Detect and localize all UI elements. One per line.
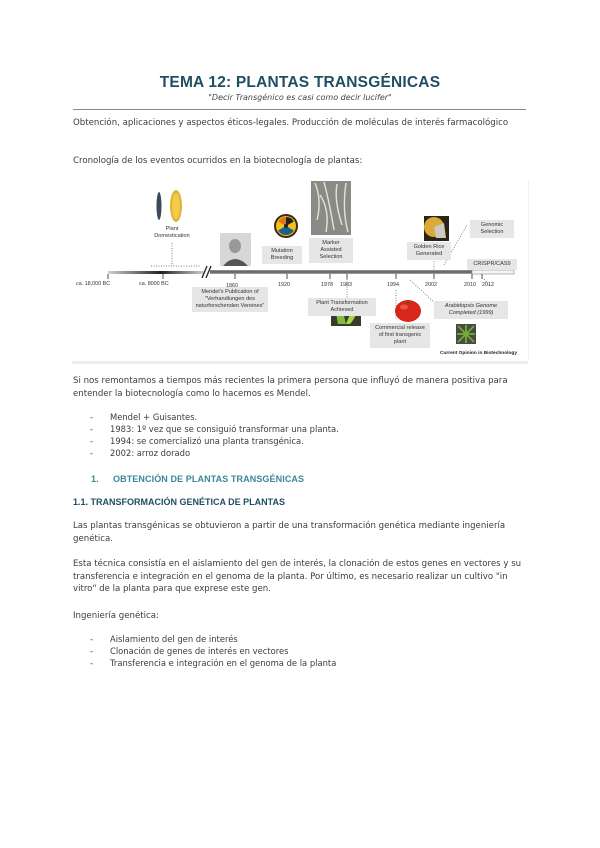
golden-rice-image	[424, 216, 449, 241]
page-title: TEMA 12: PLANTAS TRANSGÉNICAS	[159, 74, 441, 91]
event-mutation-breeding: Mutation Breeding	[262, 246, 302, 264]
maize-cobs-image	[157, 190, 183, 222]
mendel-paragraph: Si nos remontamos a tiempos más recientes la primera persona que influyó de manera positiva para entender la biotecnología como lo hacemos es Mendel.	[73, 376, 508, 399]
title-divider	[73, 109, 526, 110]
event-mendel-publication: Mendel's Publication of "Verhandlungen des naturforschenden Vereines"	[192, 287, 268, 312]
tick-label: 1860	[226, 283, 238, 289]
list-item: - 1983: 1º vez que se consiguió transformar una planta.	[90, 424, 339, 434]
tick-label: 2012	[482, 282, 494, 288]
tick-label: 2002	[425, 282, 437, 288]
mendel-portrait-image	[220, 233, 251, 266]
list-item: - Mendel + Guisantes.	[90, 412, 198, 422]
section-title: OBTENCIÓN DE PLANTAS TRANSGÉNICAS	[113, 474, 305, 484]
timeline-graphics	[72, 180, 528, 360]
list-item: - Clonación de genes de interés en vectores	[90, 646, 289, 656]
tick-label: 1920	[278, 282, 290, 288]
event-plant-transformation: Plant Transformation Achieved	[308, 298, 376, 316]
figure-bottom-border	[72, 361, 528, 364]
timeline-axis-modern	[210, 270, 472, 274]
event-marker-assisted-selection: Marker Assisted Selection	[309, 238, 353, 263]
event-genomic-selection: Genomic Selection	[470, 220, 514, 238]
event-plant-domestication: Plant Domestication	[154, 226, 190, 239]
event-crispr-cas9: CRISPR/CAS9	[467, 259, 517, 270]
arabidopsis-image	[456, 324, 476, 344]
event-golden-rice: Golden Rice Generated	[407, 242, 451, 260]
tomato-image	[395, 300, 421, 322]
genetic-engineering-label: Ingeniería genética:	[73, 611, 159, 621]
tick-label: 1994	[387, 282, 399, 288]
event-arabidopsis-genome: Arabidopsis Genome Completed (1999)	[434, 301, 508, 319]
list-item: - 2002: arroz dorado	[90, 448, 191, 458]
tick-label: ca. 18,000 BC	[76, 281, 111, 287]
milestones-list	[90, 411, 339, 459]
timeline-caption: Cronología de los eventos ocurridos en la biotecnología de plantas:	[73, 156, 363, 166]
section-1-heading	[91, 474, 304, 484]
timeline-axis-recent	[472, 270, 514, 274]
transgenic-paragraph: Las plantas transgénicas se obtuvieron a partir de una transformación genética mediante ingeniería genética.	[73, 521, 506, 544]
tick-label: 2010	[464, 282, 476, 288]
event-commercial-release: Commercial release of first transgenic plant	[370, 323, 430, 348]
radiation-symbol-image	[274, 214, 298, 238]
list-item: - Transferencia e integración en el genoma de la planta	[90, 658, 337, 668]
biotech-timeline-figure	[72, 180, 529, 360]
tick-label: ca. 8000 BC	[139, 281, 169, 287]
section-1-1-heading: 1.1. TRANSFORMACIÓN GENÉTICA DE PLANTAS	[73, 497, 286, 507]
roots-image	[311, 181, 351, 235]
figure-credit: Current Opinion in Biotechnology	[440, 351, 518, 356]
topic-summary: Obtención, aplicaciones y aspectos éticos-legales. Producción de moléculas de interés farmacológico	[73, 118, 509, 128]
tick-label: 1983	[340, 282, 352, 288]
timeline-axis-prehistoric	[108, 271, 204, 274]
axis-ticks	[108, 274, 482, 279]
tick-label: 1978	[321, 282, 333, 288]
page-subtitle-quote: "Decir Transgénico es casi como decir lucifer"	[208, 93, 392, 102]
list-item: - Aislamiento del gen de interés	[90, 634, 238, 644]
section-number: 1.	[91, 474, 99, 484]
technique-paragraph: Esta técnica consistía en el aislamiento del gen de interés, la clonación de estos genes en vectores y su transferencia e integración en el genoma de la planta. Por último, es necesario realizar un cultivo "in vitro" de la planta para que exprese este gen.	[73, 559, 522, 594]
list-item: - 1994: se comercializó una planta transgénica.	[90, 436, 304, 446]
genetic-engineering-steps	[90, 633, 336, 669]
